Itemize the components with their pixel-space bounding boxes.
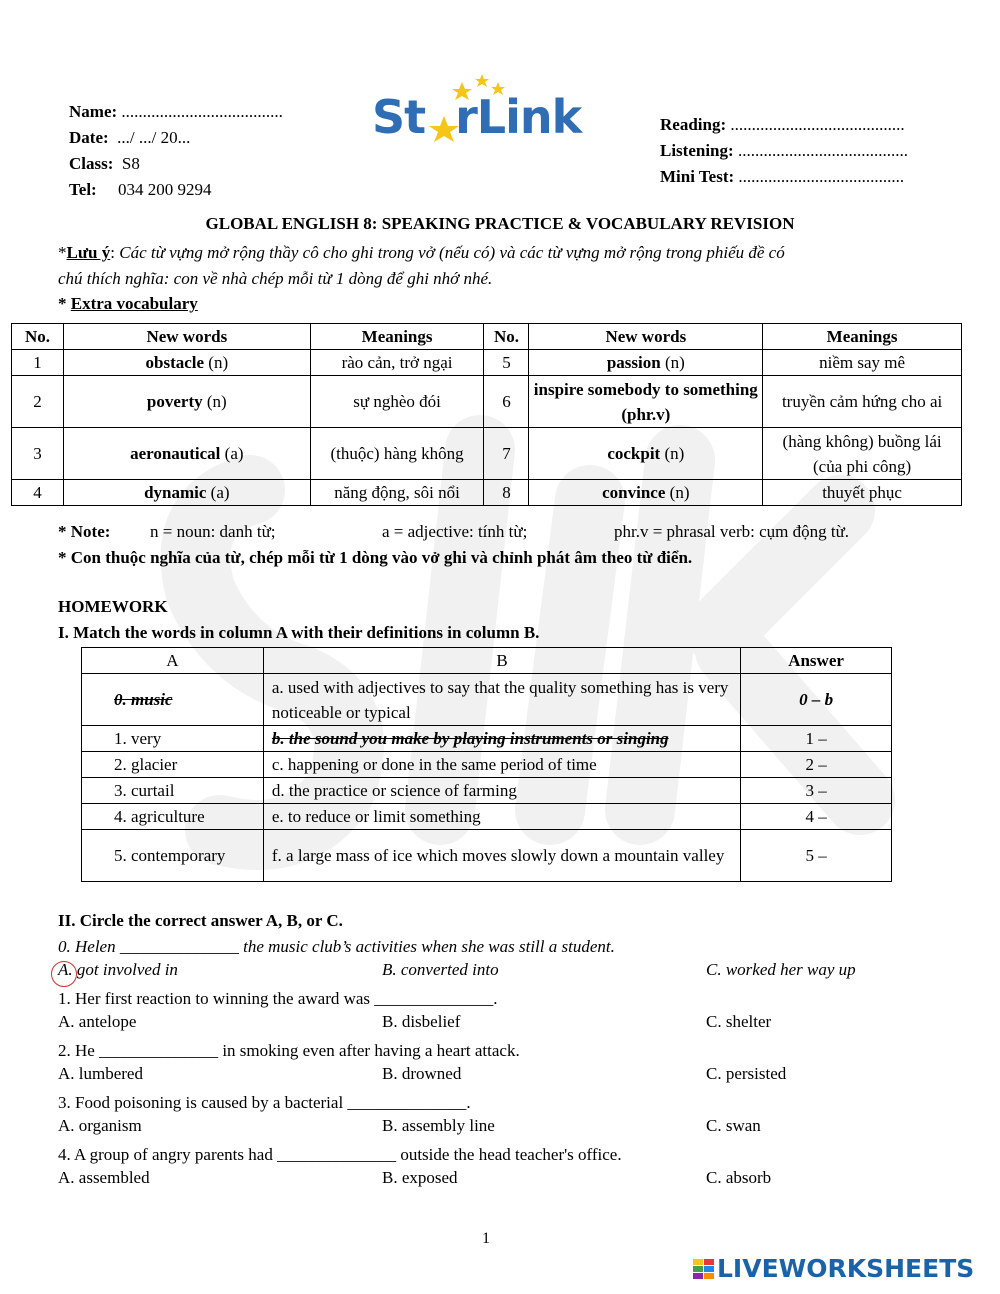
- word-a: 5. contemporary: [82, 830, 264, 882]
- note-star: *: [58, 243, 67, 262]
- new-word: aeronautical (a): [63, 428, 310, 480]
- col-header: No.: [12, 324, 64, 350]
- vocab-header-row: [12, 324, 962, 350]
- page-title: GLOBAL ENGLISH 8: SPEAKING PRACTICE & VOCABULARY REVISION: [205, 214, 795, 233]
- answer-cell[interactable]: 2 –: [741, 752, 892, 778]
- option-a[interactable]: A. assembled: [58, 1168, 150, 1187]
- extra-vocab-star: *: [58, 294, 71, 313]
- word-a: 2. glacier: [82, 752, 264, 778]
- name-field[interactable]: ......................................: [121, 102, 283, 121]
- abbrev-label: * Note:: [58, 522, 111, 541]
- liveworksheets-icon: [693, 1259, 715, 1283]
- col-header-a: A: [82, 648, 264, 674]
- logo-text-1: St: [372, 90, 426, 144]
- page-number: 1: [482, 1230, 490, 1247]
- meaning: truyền cảm hứng cho ai: [763, 376, 962, 428]
- meaning: sự nghèo đói: [310, 376, 484, 428]
- question-0: 0. Helen ______________ the music club’s activities when she was still a student.: [58, 937, 615, 956]
- new-word: dynamic (a): [63, 480, 310, 506]
- table-row: [82, 726, 892, 752]
- table-row: [12, 376, 962, 428]
- instruction: * Con thuộc nghĩa của từ, chép mỗi từ 1 dòng vào vở ghi và chỉnh phát âm theo từ điển.: [58, 548, 693, 567]
- class-value: S8: [121, 154, 140, 173]
- word-a: 3. curtail: [82, 778, 264, 804]
- option-a[interactable]: A. lumbered: [58, 1064, 143, 1083]
- section1-title: I. Match the words in column A with their definitions in column B.: [58, 623, 540, 642]
- matching-table: [81, 647, 892, 882]
- option-b[interactable]: B. exposed: [382, 1168, 458, 1187]
- option-c[interactable]: C. worked her way up: [706, 960, 856, 979]
- row-number: 7: [484, 428, 529, 480]
- new-word: poverty (n): [63, 376, 310, 428]
- definition-b: f. a large mass of ice which moves slowly down a mountain valley: [263, 830, 740, 882]
- student-info: [69, 99, 349, 203]
- option-a[interactable]: A. got involved in: [58, 960, 178, 979]
- new-word: convince (n): [529, 480, 763, 506]
- minitest-field[interactable]: .......................................: [738, 167, 905, 186]
- row-number: 2: [12, 376, 64, 428]
- listening-field[interactable]: ........................................: [737, 141, 908, 160]
- tel-label: Tel:: [69, 180, 97, 199]
- answer-cell: 0 – b: [741, 674, 892, 726]
- question-4: 4. A group of angry parents had ______________ outside the head teacher's office.: [58, 1145, 622, 1164]
- meaning: rào cản, trở ngại: [310, 350, 484, 376]
- meaning: niềm say mê: [763, 350, 962, 376]
- option-c[interactable]: C. absorb: [706, 1168, 772, 1187]
- col-header: New words: [63, 324, 310, 350]
- vocab-table: [11, 323, 962, 506]
- reading-label: Reading:: [660, 115, 727, 134]
- table-row: [12, 350, 962, 376]
- minitest-label: Mini Test:: [660, 167, 735, 186]
- definition-b: b. the sound you make by playing instruments or singing: [263, 726, 740, 752]
- abbrev-adjective: a = adjective: tính từ;: [382, 522, 528, 541]
- row-number: 1: [12, 350, 64, 376]
- class-label: Class:: [69, 154, 114, 173]
- col-header: No.: [484, 324, 529, 350]
- match-header-row: [82, 648, 892, 674]
- option-c[interactable]: C. shelter: [706, 1012, 772, 1031]
- date-field[interactable]: .../ .../ 20...: [117, 128, 191, 147]
- name-label: Name:: [69, 102, 118, 121]
- new-word: cockpit (n): [529, 428, 763, 480]
- table-row: [12, 428, 962, 480]
- question-1: 1. Her first reaction to winning the award was ______________.: [58, 989, 498, 1008]
- new-word: passion (n): [529, 350, 763, 376]
- word-a: 1. very: [82, 726, 264, 752]
- answer-cell[interactable]: 3 –: [741, 778, 892, 804]
- option-b[interactable]: B. assembly line: [382, 1116, 495, 1135]
- answer-cell[interactable]: 1 –: [741, 726, 892, 752]
- definition-b: a. used with adjectives to say that the quality something has is very noticeable or typical: [263, 674, 740, 726]
- option-c[interactable]: C. swan: [706, 1116, 761, 1135]
- question-3: 3. Food poisoning is caused by a bacterial ______________.: [58, 1093, 471, 1112]
- option-a[interactable]: A. organism: [58, 1116, 142, 1135]
- definition-b: c. happening or done in the same period of time: [263, 752, 740, 778]
- abbrev-note: [58, 519, 958, 545]
- logo-text-2: rLink: [455, 90, 582, 144]
- definition-b: d. the practice or science of farming: [263, 778, 740, 804]
- new-word: obstacle (n): [63, 350, 310, 376]
- meaning: thuyết phục: [763, 480, 962, 506]
- abbrev-noun: n = noun: danh từ;: [150, 522, 276, 541]
- score-box: [660, 112, 960, 190]
- word-a: 4. agriculture: [82, 804, 264, 830]
- liveworksheets-logo: [693, 1254, 993, 1288]
- col-header: Meanings: [310, 324, 484, 350]
- note-label: Lưu ý: [66, 243, 111, 262]
- definition-b: e. to reduce or limit something: [263, 804, 740, 830]
- row-number: 3: [12, 428, 64, 480]
- section2-title: II. Circle the correct answer A, B, or C.: [58, 911, 343, 930]
- table-row: [82, 752, 892, 778]
- option-a[interactable]: A. antelope: [58, 1012, 137, 1031]
- row-number: 5: [484, 350, 529, 376]
- row-number: 8: [484, 480, 529, 506]
- note-colon: :: [110, 243, 115, 262]
- option-b[interactable]: B. drowned: [382, 1064, 462, 1083]
- extra-vocab-title: Extra vocabulary: [70, 294, 198, 313]
- answer-cell[interactable]: 5 –: [741, 830, 892, 882]
- note-text-1: Các từ vựng mở rộng thầy cô cho ghi trong vở (nếu có) và các từ vựng mở rộng trong phiếu đề có: [114, 243, 785, 262]
- table-row: [12, 480, 962, 506]
- question-2: 2. He ______________ in smoking even after having a heart attack.: [58, 1041, 520, 1060]
- listening-label: Listening:: [660, 141, 734, 160]
- date-label: Date:: [69, 128, 109, 147]
- reading-field[interactable]: .........................................: [730, 115, 905, 134]
- homework-title: HOMEWORK: [58, 597, 168, 616]
- table-row: [82, 804, 892, 830]
- footer-logo-text: LIVEWORKSHEETS: [717, 1254, 975, 1283]
- note-text-2: chú thích nghĩa: con về nhà chép mỗi từ 1 dòng để ghi nhớ nhé.: [58, 269, 493, 288]
- col-header-b: B: [263, 648, 740, 674]
- starlink-logo: [370, 70, 600, 145]
- note-intro: [58, 240, 958, 292]
- option-c[interactable]: C. persisted: [706, 1064, 787, 1083]
- abbrev-phrasal-verb: phr.v = phrasal verb: cụm động từ.: [614, 522, 850, 541]
- meaning: năng động, sôi nổi: [310, 480, 484, 506]
- row-number: 4: [12, 480, 64, 506]
- col-header: New words: [529, 324, 763, 350]
- answer-circle-icon: [51, 961, 77, 987]
- meaning: (hàng không) buồng lái (của phi công): [763, 428, 962, 480]
- extra-vocab-heading: [58, 291, 198, 317]
- option-b[interactable]: B. converted into: [382, 960, 499, 979]
- option-b[interactable]: B. disbelief: [382, 1012, 461, 1031]
- table-row: [82, 830, 892, 882]
- tel-value: 034 200 9294: [117, 180, 212, 199]
- answer-cell[interactable]: 4 –: [741, 804, 892, 830]
- col-header-answer: Answer: [741, 648, 892, 674]
- word-a: 0. music: [82, 674, 264, 726]
- meaning: (thuộc) hàng không: [310, 428, 484, 480]
- row-number: 6: [484, 376, 529, 428]
- new-word: inspire somebody to something (phr.v): [529, 376, 763, 428]
- table-row: [82, 778, 892, 804]
- table-row: [82, 674, 892, 726]
- col-header: Meanings: [763, 324, 962, 350]
